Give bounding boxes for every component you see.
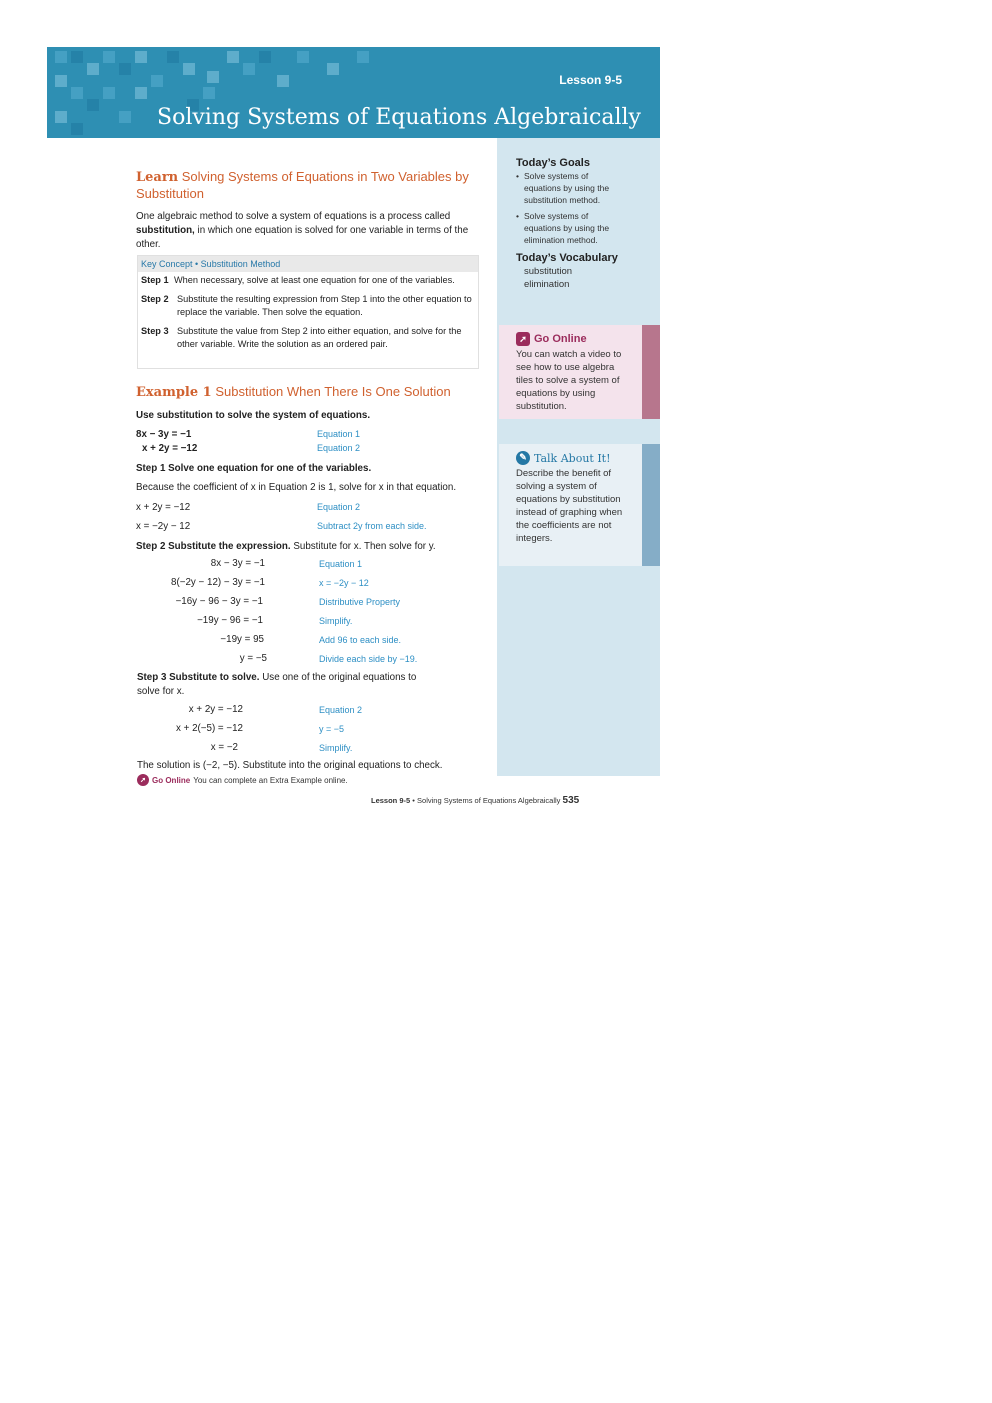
step3-note: y = −5 — [319, 724, 345, 734]
step3-note: Equation 2 — [319, 705, 363, 715]
step3-equation: x = −2 — [210, 742, 238, 753]
step1-note: Subtract 2y from each side. — [317, 521, 427, 531]
key-concept-step — [138, 272, 478, 291]
step-text: Substitute the resulting expression from Step 1 into the other equation to replace the variable. Then solve the equation. — [177, 294, 472, 317]
goals-heading: Today’s Goals — [516, 157, 590, 169]
intro-term: substitution, — [136, 225, 195, 236]
step-text: When necessary, solve at least one equation for one of the variables. — [174, 275, 455, 285]
step2-note: Distributive Property — [319, 597, 401, 607]
intro-text: One algebraic method to solve a system of equations is a process called — [136, 211, 451, 222]
example-title: Substitution When There Is One Solution — [215, 384, 451, 399]
step3-equation: x + 2(−5) = −12 — [176, 723, 243, 734]
learn-intro — [136, 210, 481, 252]
page-number: 535 — [562, 795, 580, 806]
step2-equation: 8(−2y − 12) − 3y = −1 — [171, 577, 265, 588]
step-label: Step 1 — [141, 275, 169, 285]
learn-title: Solving Systems of Equations in Two Variables by Substitution — [136, 169, 469, 201]
step-text: Substitute the value from Step 2 into either equation, and solve for the other variable. Write the solution as an ordered pair. — [177, 326, 462, 349]
step2-note: Add 96 to each side. — [319, 635, 402, 645]
system-note: Equation 1 — [317, 429, 361, 439]
example-label: Example 1 — [136, 385, 212, 400]
vocab-term: elimination — [524, 279, 570, 290]
step2-note: x = −2y − 12 — [319, 578, 369, 588]
go-online-heading: Go Online — [534, 333, 587, 345]
step2-equation: −16y − 96 − 3y = −1 — [175, 596, 263, 607]
step-label: Step 3 — [141, 326, 169, 336]
go-online-label: Go Online — [152, 775, 191, 785]
go-online-callout[interactable] — [499, 325, 642, 419]
key-concept-step — [138, 323, 478, 355]
page-title: Solving Systems of Equations Algebraically — [157, 105, 641, 130]
step1-equation: x = −2y − 12 — [136, 521, 191, 532]
talk-body: Describe the benefit of solving a system of equations by substitution instead of graphing when the coefficients are not integers. — [516, 468, 623, 544]
step2-equation: −19y − 96 = −1 — [197, 615, 263, 626]
step3-text: Use one of the original equations to — [262, 672, 417, 683]
intro-text: in which one equation is solved for one variable in terms of the other. — [136, 225, 469, 250]
step2-note: Equation 1 — [319, 559, 363, 569]
system-equation: 8x − 3y = −1 — [136, 429, 192, 440]
step2-line — [136, 540, 436, 553]
solution-text: The solution is (−2, −5). Substitute into the original equations to check. — [137, 760, 443, 771]
step1-note: Equation 2 — [317, 502, 361, 512]
page-footer — [371, 795, 579, 806]
vocab-term: substitution — [524, 266, 573, 277]
example-prompt: Use substitution to solve the system of equations. — [136, 410, 371, 421]
key-concept-step — [138, 291, 478, 323]
go-online-strip — [642, 325, 660, 419]
step3-text-cont: solve for x. — [137, 686, 185, 697]
step3-note: Simplify. — [319, 743, 353, 753]
footer-title: Solving Systems of Equations Algebraically — [417, 796, 561, 805]
step2-equation: y = −5 — [239, 653, 267, 664]
step3-line — [137, 671, 416, 684]
step2-note: Divide each side by −19. — [319, 654, 418, 664]
footer-lesson: Lesson 9-5 — [371, 796, 411, 805]
todays-goals — [516, 157, 646, 291]
lesson-tag: Lesson 9-5 — [559, 73, 622, 87]
lesson-banner — [47, 47, 660, 138]
step1-text: Because the coefficient of x in Equation 2 is 1, solve for x in that equation. — [136, 482, 457, 493]
step2-equation: −19y = 95 — [220, 634, 264, 645]
step-label: Step 2 — [141, 294, 169, 304]
footer-separator: • — [412, 796, 415, 805]
key-concept-box — [137, 255, 479, 369]
goal-item: • Solve systems of equations by using the substitution method. — [516, 170, 624, 206]
learn-heading — [136, 169, 481, 202]
speech-bubble-icon: ✎ — [516, 451, 530, 465]
cursor-icon: ➚ — [516, 332, 530, 346]
example-heading — [136, 384, 496, 400]
step3-heading: Step 3 Substitute to solve. — [137, 672, 260, 683]
talk-strip — [642, 444, 660, 566]
go-online-body: You can watch a video to see how to use algebra tiles to solve a system of equations by using substitution. — [516, 349, 622, 412]
go-online-text: You can complete an Extra Example online. — [193, 775, 348, 785]
step2-text: Substitute for x. Then solve for y. — [293, 541, 436, 552]
step2-heading: Step 2 Substitute the expression. — [136, 541, 291, 552]
step2-note: Simplify. — [319, 616, 353, 626]
system-note: Equation 2 — [317, 443, 361, 453]
learn-label: Learn — [136, 170, 179, 185]
step3-equation: x + 2y = −12 — [188, 704, 243, 715]
vocab-heading: Today’s Vocabulary — [516, 252, 618, 264]
step1-heading: Step 1 Solve one equation for one of the variables. — [136, 463, 372, 474]
key-concept-heading: Key Concept • Substitution Method — [138, 256, 478, 272]
step2-equation: 8x − 3y = −1 — [210, 558, 265, 569]
talk-heading: Talk About It! — [534, 451, 611, 465]
extra-example-link[interactable] — [137, 774, 348, 786]
system-equation: x + 2y = −12 — [142, 443, 198, 454]
goal-item: • Solve systems of equations by using the elimination method. — [516, 210, 624, 246]
step1-equation: x + 2y = −12 — [136, 502, 191, 513]
cursor-icon: ➚ — [137, 774, 149, 786]
talk-about-it-callout — [499, 444, 642, 566]
